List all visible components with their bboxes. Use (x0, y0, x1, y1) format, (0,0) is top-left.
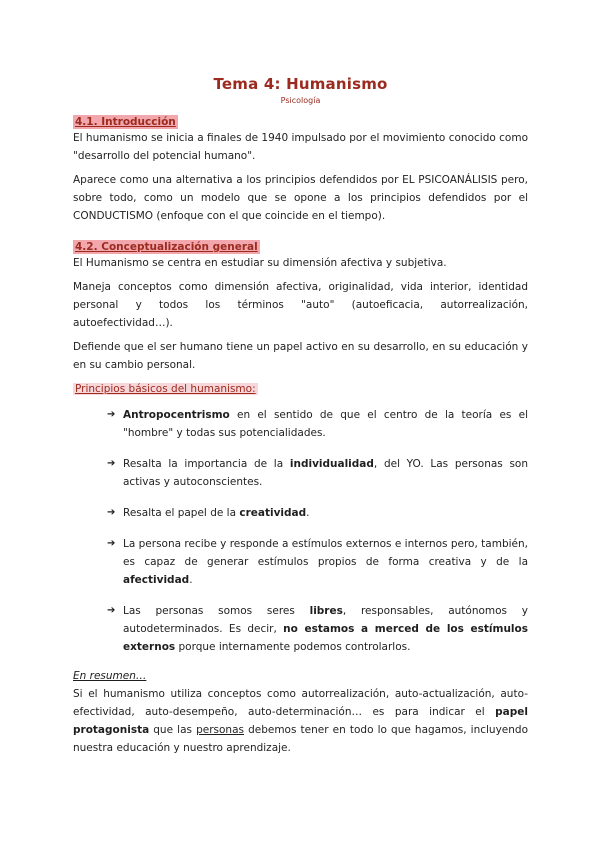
bullet-text: . (189, 574, 193, 586)
bullet-bold-term: libres (309, 605, 343, 617)
summary-text: Si el humanismo utiliza conceptos como autorrealización, auto-actualización, auto-efectividad, auto-desempeño, auto-determinación… es para indicar el (73, 688, 528, 718)
bullet-bold-term: afectividad (123, 574, 190, 586)
concept-paragraph-1: El Humanismo se centra en estudiar su dimensión afectiva y subjetiva. (73, 257, 447, 269)
document-page (73, 74, 528, 757)
intro-paragraph-1: El humanismo se inicia a finales de 1940 impulsado por el movimiento conocido como "desarrollo del potencial humano". (73, 132, 528, 162)
bullet-text: . (306, 507, 310, 519)
list-item (107, 455, 528, 491)
arrow-icon: ➔ (107, 538, 116, 549)
arrow-icon: ➔ (107, 605, 116, 616)
arrow-icon: ➔ (107, 458, 116, 469)
concept-paragraph-3: Defiende que el ser humano tiene un papel activo en su desarrollo, en su educación y en su cambio personal. (73, 341, 528, 371)
list-item (107, 406, 528, 442)
document-title: Tema 4: Humanismo (213, 75, 388, 93)
summary-label: En resumen… (73, 670, 147, 682)
section-heading-intro: 4.1. Introducción (75, 116, 176, 128)
principles-list (73, 406, 528, 656)
arrow-icon: ➔ (107, 507, 116, 518)
bullet-text: Resalta el papel de la (123, 507, 240, 519)
bullet-bold-term: no estamos a merced de los estímulos externos (123, 623, 528, 653)
concept-paragraph-2: Maneja conceptos como dimensión afectiva, originalidad, vida interior, identidad personal y todos los términos "auto" (autoeficacia, autorrealización, autoefectividad…). (73, 281, 528, 329)
bullet-text: Resalta la importancia de la (123, 458, 290, 470)
list-item (107, 504, 528, 522)
bullet-text: , del YO. Las personas son activas y autoconscientes. (123, 458, 528, 488)
bullet-text: , responsables, autónomos y autodeterminados. Es decir, (123, 605, 528, 635)
summary-text: debemos tener en todo lo que hagamos, incluyendo nuestra educación y nuestro aprendizaje. (73, 724, 528, 754)
summary-label-line (73, 667, 528, 685)
bullet-text: porque internamente podemos controlarlos. (175, 641, 411, 653)
bullet-text: Las personas somos seres (123, 605, 310, 617)
intro-paragraph-2: Aparece como una alternativa a los principios defendidos por EL PSICOANÁLISIS pero, sobre todo, como un modelo que se opone a los principios defendidos por el CONDUCTISMO (enfoque con el que coincide en el tiempo). (73, 174, 528, 222)
list-item (107, 535, 528, 589)
summary-text: que las (149, 724, 197, 736)
section-heading-concept: 4.2. Conceptualización general (75, 241, 258, 253)
bullet-bold-term: individualidad (289, 458, 374, 470)
summary-bold-term: papel protagonista (73, 706, 528, 736)
principles-label-line (73, 380, 528, 398)
list-item (107, 602, 528, 656)
bullet-text: La persona recibe y responde a estímulos externos e internos pero, también, es capaz de generar estímulos propios de forma creativa y de la (123, 538, 528, 568)
bullet-text: en el sentido de que el centro de la teoría es el "hombre" y todas sus potencialidades. (123, 409, 528, 439)
principles-label: Principios básicos del humanismo: (75, 383, 256, 395)
bullet-bold-term: Antropocentrismo (123, 409, 230, 421)
summary-paragraph (73, 685, 528, 757)
arrow-icon: ➔ (107, 409, 116, 420)
document-subtitle: Psicología (280, 96, 321, 105)
bullet-bold-term: creatividad (239, 507, 307, 519)
summary-underlined-term: personas (196, 724, 244, 736)
